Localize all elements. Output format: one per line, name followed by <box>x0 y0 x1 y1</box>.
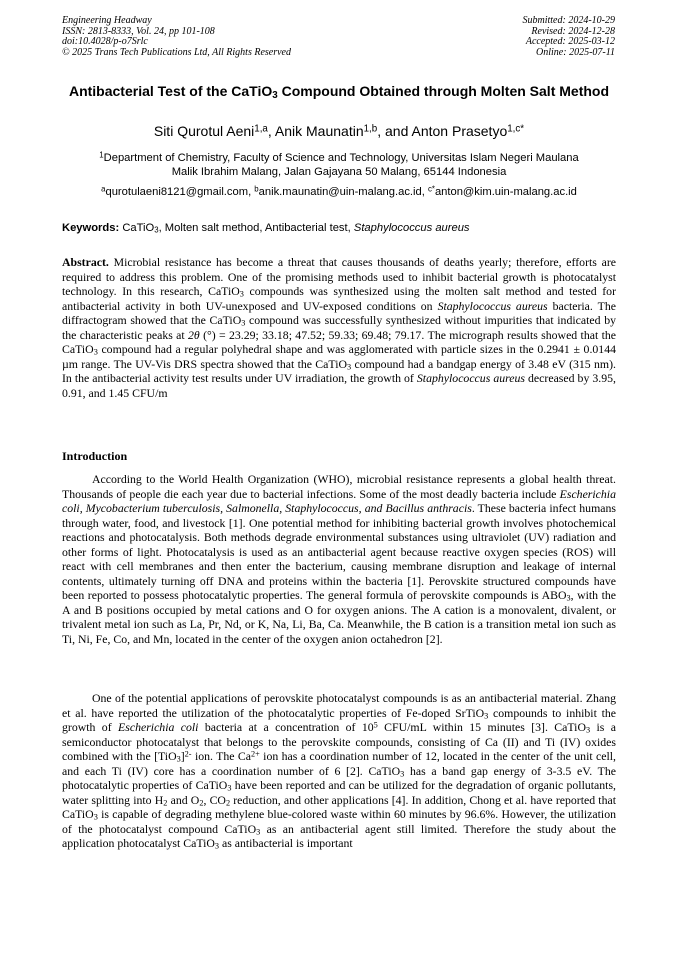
abstract-text: compounds was synthesized using the molten salt method and tested for antibacterial activity in both UV-unexposed and UV-exposed conditions on <box>62 284 617 313</box>
affil-line2: Malik Ibrahim Malang, Jalan Gajayana 50 Malang, 65144 Indonesia <box>171 166 507 178</box>
abstract-label: Abstract. <box>62 255 109 269</box>
species-list: Escherichia coli, Mycobacterium tuberculosis, Salmonella, Staphylococcus, and Bacillus anthracis <box>62 486 616 516</box>
abstract-text: bacteria. The diffractogram showed that the CaTiO <box>62 298 616 328</box>
affil-sup: 1 <box>99 150 104 160</box>
author-sep: , <box>267 123 275 139</box>
species-name: Staphylococcus aureus <box>416 371 525 386</box>
title-part1: Antibacterial Test of the CaTiO <box>68 83 273 99</box>
species-name: Staphylococcus aureus <box>437 298 548 313</box>
online-date: Online: 2025-07-11 <box>536 46 615 58</box>
intro-text: bacteria at a concentration of 10 <box>198 720 374 735</box>
superscript: 2- <box>184 749 192 759</box>
subscript: 3 <box>256 827 261 837</box>
intro-paragraph-2 <box>62 691 616 851</box>
subscript: 3 <box>347 362 352 372</box>
intro-text: reduction, and other applications [4]. In addition, Chong et al. have reported that CaTiO <box>62 792 616 822</box>
keywords-label: Keywords: <box>62 222 120 234</box>
subscript: 3 <box>93 347 98 357</box>
author-sup: 1,c* <box>507 123 525 135</box>
intro-text: is a semiconductor photocatalyst that belongs to the perovskite compounds, consisting of Ca (II) and Ti (IV) oxides combined with the [TiO <box>62 720 616 764</box>
title-sub: 3 <box>272 89 278 101</box>
subscript: 3 <box>566 594 571 604</box>
accepted-date: Accepted: 2025-03-12 <box>525 36 615 48</box>
abstract-text: compound had a bandgap energy of 3.48 eV (315 nm). In the antibacterial activity test results under UV irradiation, the growth of <box>62 356 616 386</box>
keyword-1-sub: 3 <box>154 225 159 235</box>
title-part2: Compound Obtained through Molten Salt Method <box>277 83 610 99</box>
author-name: Anik Maunatin <box>274 123 364 139</box>
intro-text: has a band gap energy of 3-3.5 eV. The photocatalytic properties of CaTiO <box>62 763 617 793</box>
intro-text: . These bacteria infect humans through water, food, and livestock [1]. One potential method for inhibiting bacterial growth involves photochemical reactions and photocatalysis. Both methods degrade environmental substances using ultraviolet (UV) radiation and other forms of light. Photocatalysis is used as an antibacterial agent because reactive oxygen species (ROS) will react with cell membranes and then enter the bacterium, causing membrane disruption and leakage of internal contents, ultimately turning off DNA and proteins within the bacteria [1]. Perovskite structured compounds have been reported to possess photocatalytic properties. The general formula of perovskite compounds is ABO <box>62 501 616 603</box>
email-list <box>62 185 616 199</box>
subscript: 3 <box>400 769 405 779</box>
intro-text: ion has a coordination number of 12, located in the center of the unit cell, and each Ti (IV) core has a coordination number of 6 [2]. CaTiO <box>62 749 616 778</box>
subscript: 3 <box>227 783 232 793</box>
abstract-text: decreased by 3.95, 0.91, and 1.45 CFU/m <box>62 371 616 400</box>
revised-date: Revised: 2024-12-28 <box>531 25 615 37</box>
two-theta: 2θ <box>188 327 200 342</box>
email-sep: , <box>421 186 428 198</box>
affil-line1: Department of Chemistry, Faculty of Science and Technology, Universitas Islam Negeri Maulana <box>103 152 579 164</box>
introduction-heading: Introduction <box>62 449 128 463</box>
email-address[interactable]: qurotulaeni8121@gmail.com <box>105 186 249 198</box>
doi: doi:10.4028/p-o7Srlc <box>62 36 148 48</box>
issn: ISSN: 2813-8333, Vol. 24, pp 101-108 <box>62 25 215 37</box>
email-sep: , <box>248 186 255 198</box>
intro-text: compounds to inhibit the growth of <box>62 705 616 735</box>
subscript: 2 <box>163 798 168 808</box>
journal-name: Engineering Headway <box>62 15 152 26</box>
subscript: 3 <box>214 842 220 852</box>
affiliation <box>62 151 616 179</box>
intro-text: is capable of degrading methylene blue-colored waste within 60 minutes by 96.6%. However, the utilization of the photocatalyst compound CaTiO <box>62 807 616 836</box>
intro-text: According to the World Health Organization (WHO), microbial resistance represents a global health threat. Thousands of people die each year due to bacterial infections. Some of the most deadly bacteria include <box>62 472 616 501</box>
keyword-1: CaTiO <box>122 222 155 234</box>
subscript: 3 <box>176 754 181 764</box>
paper-title <box>62 83 616 100</box>
keyword-species: Staphylococcus aureus <box>353 222 470 234</box>
subscript: 3 <box>585 725 591 735</box>
abstract-text: (°) = 23.29; 33.18; 47.52; 59.33; 69.48; 79.17. The micrograph results showed that the CaTiO <box>62 327 616 357</box>
abstract <box>62 255 616 400</box>
intro-text: as antibacterial is important <box>219 836 353 851</box>
keywords-rest: , Molten salt method, Antibacterial test, <box>158 222 354 234</box>
email-address[interactable]: anik.maunatin@uin-malang.ac.id <box>258 186 422 198</box>
subscript: 3 <box>484 711 489 721</box>
intro-text: as an antibacterial agent still limited. Therefore the study about the application photocatalyst CaTiO <box>62 821 616 851</box>
abstract-text: Microbial resistance has become a threat that causes thousands of deaths yearly; therefore, efforts are required to address this problem. One of the promising methods used to inhibit bacterial growth is photocatalyst technology. In this research, CaTiO <box>62 255 616 299</box>
submitted-date: Submitted: 2024-10-29 <box>522 15 615 26</box>
author-sup: 1,b <box>363 123 378 135</box>
subscript: 3 <box>241 318 246 328</box>
abstract-text: compound had a regular polyhedral shape and was agglomerated with particle sizes in the 0.2941 ± 0.0144 µm range. The UV-Vis DRS spectra showed that the CaTiO <box>62 342 616 371</box>
intro-text: , CO <box>203 792 226 807</box>
copyright: © 2025 Trans Tech Publications Ltd, All Rights Reserved <box>62 46 291 58</box>
email-address[interactable]: anton@kim.uin-malang.ac.id <box>434 186 577 198</box>
author-name: Siti Qurotul Aeni <box>153 123 255 139</box>
journal-info <box>62 16 291 58</box>
keywords <box>62 221 616 235</box>
author-sup: 1,a <box>254 123 268 135</box>
intro-text: ion. The Ca <box>191 749 251 764</box>
intro-text: have been reported and can be utilized for the degradation of organic pollutants, water splitting into H <box>62 778 616 807</box>
abstract-text: compound was successfully synthesized without impurities that indicated by the characteristic peaks at <box>62 313 616 342</box>
superscript: 5 <box>373 720 378 730</box>
intro-text: CFU/mL within 15 minutes [3]. CaTiO <box>377 720 586 735</box>
article-dates <box>523 16 616 58</box>
intro-text: and O <box>167 792 200 807</box>
intro-text: ] <box>180 749 185 764</box>
superscript: 2+ <box>251 749 260 759</box>
email-sup: a <box>101 184 106 194</box>
subscript: 3 <box>93 813 98 823</box>
author-list <box>62 123 616 140</box>
author-name: Anton Prasetyo <box>411 123 508 139</box>
subscript: 2 <box>225 798 231 808</box>
subscript: 3 <box>239 289 244 299</box>
email-sup: b <box>254 184 259 194</box>
intro-paragraph-1 <box>62 472 616 647</box>
email-sup: c* <box>427 184 435 194</box>
author-sep: , and <box>377 123 412 139</box>
intro-text: One of the potential applications of perovskite photocatalyst compounds is as an antibacterial material. Zhang et al. have reported the utilization of the photocatalytic properties of Fe-doped SrTiO <box>62 691 616 720</box>
intro-text: , with the A and B positions occupied by metal cations and O for oxygen anions. The A cation is a monovalent, divalent, or trivalent metal ion such as La, Pr, Nd, or K, Na, Li, Ba, Ca. Meanwhile, the B cation is a transition metal ion such as Ti, Ni, Fe, Co, and Mn, located in the center of the oxygen anion octahedron [2]. <box>62 588 617 647</box>
species-name: Escherichia coli <box>118 720 199 735</box>
subscript: 2 <box>199 798 204 808</box>
